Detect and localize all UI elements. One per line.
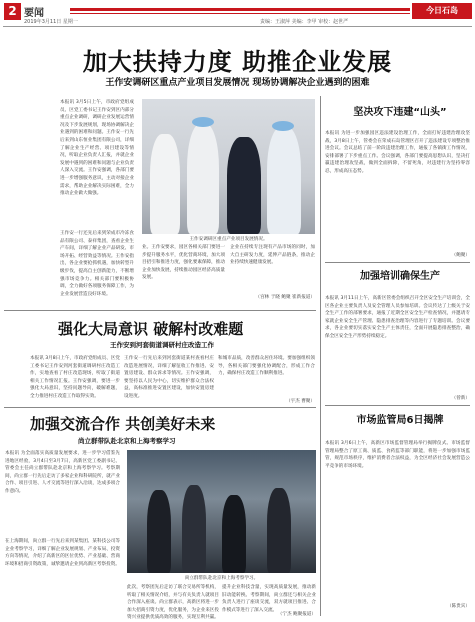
bottom-headline: 加强交流合作 共创美好未来 — [30, 415, 216, 433]
mid-subheadline: 王作安到河套街道调研村庄改造工作 — [110, 341, 214, 349]
staff-line: 责编：王淑萍 美编：李甲 审校：赵世严 — [260, 19, 349, 25]
column-divider — [320, 96, 321, 616]
header-rule-thin — [70, 13, 410, 14]
page-number: 2 — [4, 3, 21, 20]
right-divider-2 — [325, 405, 470, 406]
right3-body: 本报讯 3月6日上午，高新区市场监督管理局举行揭牌仪式。市场监督管理局整合了原工商、质监、食药监等部门职能，将进一步加强市场监管，规范市场秩序，维护消费者合法权益，为全区经济社会发展营造公平竞争的市场环境。 — [325, 441, 470, 469]
bottom-col-2: 在上海期间，尚立群一行先后来到某集团、某科技公司等企业考察学习，详细了解企业发展规划、产业布局、投资方向等情况，介绍了高新区的区位优势、产业基础、营商环境和招商引资政策，诚挚邀请企业到高新区考察投资。 — [5, 539, 120, 567]
lead-col-3: 业。王作安要求，园区各相关部门要进一步提升服务水平，优化营商环境，加大项目招引和推进力度，强化要素保障，推动企业加快发展，持续推动园区经济高质量发展。 — [142, 245, 225, 281]
mid-col-2: 王作安一行先后来到河套街道某村查看村庄改造进展情况，详细了解征收工作推进、安置房建设、群众诉求等情况。王作安强调，要坚持以人民为中心，切实维护群众合法权益，高标准推进安置区建设，加快安置房建设进度。 — [124, 356, 214, 399]
lead-col-1: 本报讯 3月5日上午，市政府党组成员、区党工委书记王作安到区内部分重点企业调研，调研企业发展运营情况及下步发展规划，现场协调解决企业遇到的困难和问题。王作安一行先后来到山东恒业集团有限公司，详细了解企业生产经营、项目建设等情况，听取企业负责人汇报，并就企业发展中遇到的困难和问题与企业负责人深入交流。王作安强调，各部门要进一步增强服务意识，主动对接企业需求，帮助企业解决实际困难，全力推动企业做大做强。 — [60, 100, 134, 197]
lead-photo-caption: 王作安调研区重点产业项目发展情况。 — [189, 237, 268, 242]
mid-col-3: 和城市品质，改善群众居住环境。要加强组织领导，各相关部门要强化协调配合，形成工作合力，确保村庄改造工作顺利推进。 — [218, 356, 315, 377]
header-rule — [70, 8, 410, 11]
right1-headline: 坚决攻下违建“山头” — [353, 107, 447, 118]
right-divider-1 — [325, 262, 470, 263]
lead-headline: 加大扶持力度 助推企业发展 — [82, 47, 393, 76]
top-divider — [3, 26, 472, 27]
bottom-signature: （宁杰 鲍聚报道） — [277, 612, 316, 617]
right2-signature: （曾新） — [451, 396, 470, 401]
bottom-col-1: 本报讯 为全面落实高质量发展要求，进一步学习借鉴先进地区经验，3月4日至3月7日，高新区党工委副书记、管委会主任尚立群带队赴北京和上海考察学习。考察期间，尚立群一行先后走访了多家企业和科研院所，就产业合作、项目引进、人才交流等进行深入洽谈，达成多项合作意向。 — [5, 451, 120, 494]
masthead-logo: 今日石岛 — [412, 3, 472, 19]
mid-col-1: 本报讯 3月8日上午，市政府党组成员、区党工委书记王作安到河套街道调研村庄改造工作，实地查看了村庄改造现场，听取了街道相关工作情况汇报。王作安强调，要进一步强化大局意识，坚持问题导向，破解难题，全力推进村庄改造工作取得实效。 — [30, 356, 120, 399]
right1-body: 本报讯 为进一步加强园区违法建设治理工作，全面打好违建治理攻坚战，3月8日上午，管委会在荣成石岛管理区召开了违法建设专项整治推进会议。会议总结了前一阶段违建治理工作，通报了各镇街工作情况，安排部署了下步重点工作。会议强调，各部门要提高思想认识，坚决打赢违建治理攻坚战，做到全面拆除，不留死角，对违建行为坚持零容忍，形成高压态势。 — [325, 131, 470, 174]
lead-signature: （宫林 于晓 鲍聚 崔新报道） — [255, 295, 315, 300]
right1-signature: （鲍聚） — [451, 253, 470, 258]
bottom-col-4: 提升企业科技含量，实现高质量发展，推动新旧动能转换。考察期间，尚立群还与相关企业负责人进行了座谈交流，双方就项目推进、合作模式等进行了深入交流。 — [222, 585, 316, 613]
mid-signature: （宇杰 曹聚） — [285, 399, 315, 404]
bottom-photo — [127, 450, 316, 573]
section-name: 要闻 — [24, 8, 44, 19]
bottom-col-3: 此次，考察团先后走访了联合交易所等机构，听取了相关情况介绍，并与有关负责人就项目合作深入座谈。尚立群表示，高新区将进一步加大招商引资力度，优化服务，为企业来区投资兴业提供优质高效的服务，实现互利共赢。 — [127, 585, 219, 621]
bottom-top-divider — [4, 407, 316, 408]
lead-col-2: 王作安一行还先后来到荣成市冷冻食品有限公司、泰祥集团，查看企业生产车间，详细了解企业产品研发、市场开拓、经营效益等情况。王作安指出，各企业要抢抓机遇，加快转型升级步伐，提高自主创新能力，不断增强市场竞争力。相关部门要积极协调，全力做好各项服务保障工作，为企业发展营造良好环境。 — [60, 231, 134, 297]
bottom-photo-caption: 尚立群带队赴北京和上海考察学习。 — [184, 576, 259, 581]
mid-headline: 强化大局意识 破解村改难题 — [58, 320, 244, 338]
lead-photo — [142, 99, 315, 234]
right2-headline: 加强培训确保生产 — [360, 271, 440, 282]
lead-subheadline: 王作安调研区重点产业项目发展情况 现场协调解决企业遇到的困难 — [105, 78, 370, 88]
mid-top-divider — [4, 310, 316, 311]
date-line: 2019年3月11日 星期一 — [24, 19, 78, 25]
lead-col-4: 企业在持续专注现有产品市场的同时，加大自主研发力度，延伸产品链条，推动企业持续快速健康发展。 — [230, 245, 315, 266]
right3-headline: 市场监管局6日揭牌 — [356, 415, 444, 426]
bottom-subheadline: 尚立群带队赴北京和上海考察学习 — [78, 437, 176, 445]
right3-signature: （陈贵宾） — [447, 604, 470, 609]
right2-body: 本报讯 3月11日上午，高新区管委会组织召开全区安全生产培训会，全区各企业主要负责人及安全管理人员参加培训。会议传达了上级关于安全生产工作的部署要求，通报了近期全区安全生产检查情况，并邀请专家就企业安全生产管理、隐患排查治理等内容进行了专题培训。会议要求，各企业要切实落实安全生产主体责任，全面开展隐患排查整治，确保全区安全生产形势持续稳定。 — [325, 296, 470, 339]
